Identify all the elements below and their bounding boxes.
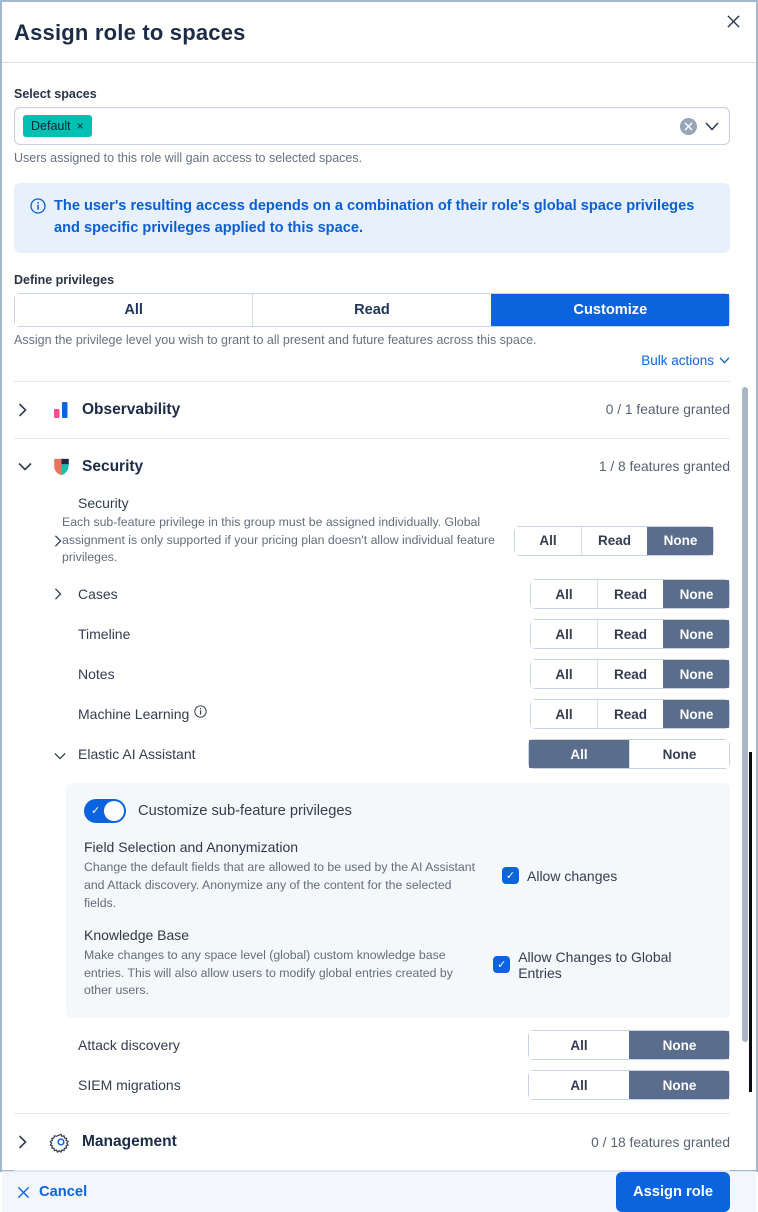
feature-label: Elastic AI Assistant	[78, 746, 196, 763]
subfeature-knowledge-base	[84, 927, 714, 1000]
ai-assistant-subfeatures-panel	[66, 783, 730, 1018]
modal-header	[2, 2, 756, 63]
feature-description: Each sub-feature privilege in this group must be assigned individually. Global assignment is only supported if your pricing plan doesn't allow individual feature privileges.	[62, 514, 495, 565]
inner-scrollbar[interactable]	[749, 752, 752, 1092]
modal-footer	[2, 1171, 756, 1212]
ml-privilege-group	[530, 699, 730, 729]
chevron-right-icon[interactable]	[18, 403, 42, 417]
none-button[interactable]: None	[629, 740, 729, 768]
notes-privilege-group	[530, 659, 730, 689]
feature-row-timeline	[14, 619, 730, 649]
space-badge-label: Default	[31, 119, 71, 133]
define-privileges-label: Define privileges	[14, 272, 115, 287]
cases-privilege-group	[530, 579, 730, 609]
all-button[interactable]: All	[529, 1031, 629, 1059]
none-button[interactable]: None	[663, 580, 729, 608]
group-title: Observability	[82, 400, 181, 418]
clear-selection-icon[interactable]	[680, 118, 697, 135]
chevron-down-icon[interactable]	[54, 749, 78, 760]
feature-label: Notes	[78, 666, 115, 683]
group-title: Management	[82, 1133, 177, 1151]
bulk-actions-link[interactable]: Bulk actions	[641, 353, 730, 368]
all-button[interactable]: All	[531, 700, 597, 728]
subfeature-description: Change the default fields that are allowed to be used by the AI Assistant and Attack discovery. Anonymize any of the content for the selected fields.	[84, 860, 476, 910]
checkbox-checked-icon[interactable]: ✓	[502, 867, 519, 884]
subfeature-title: Field Selection and Anonymization	[84, 839, 299, 856]
privilege-read-button[interactable]: Read	[252, 294, 490, 326]
read-button[interactable]: Read	[581, 527, 647, 555]
close-icon[interactable]	[722, 10, 744, 32]
privilege-level-button-group	[14, 293, 730, 327]
spaces-help-text: Users assigned to this role will gain access to selected spaces.	[14, 151, 363, 165]
gear-icon	[50, 1131, 72, 1153]
privilege-help-text: Assign the privilege level you wish to grant to all present and future features across this space.	[14, 332, 537, 347]
read-button[interactable]: Read	[597, 620, 663, 648]
read-button[interactable]: Read	[597, 580, 663, 608]
feature-row-security	[14, 514, 730, 567]
group-counter: 1 / 8 features granted	[598, 459, 730, 475]
none-button[interactable]: None	[663, 700, 729, 728]
feature-label: Cases	[78, 586, 118, 603]
chevron-down-icon[interactable]	[705, 122, 719, 131]
group-title: Security	[82, 457, 144, 475]
info-icon	[30, 198, 46, 240]
chevron-right-icon[interactable]	[18, 1135, 42, 1149]
feature-label: Attack discovery	[78, 1037, 180, 1054]
none-button[interactable]: None	[663, 660, 729, 688]
all-button[interactable]: All	[531, 580, 597, 608]
info-icon[interactable]	[194, 705, 207, 718]
read-button[interactable]: Read	[597, 660, 663, 688]
feature-row-notes	[14, 659, 730, 689]
customize-subfeatures-toggle-row[interactable]	[84, 799, 714, 823]
select-spaces-label: Select spaces	[14, 87, 97, 101]
toggle-on-icon[interactable]: ✓	[84, 799, 126, 823]
attack-discovery-privilege-group	[528, 1030, 730, 1060]
close-icon	[17, 1186, 30, 1199]
page-title: Assign role to spaces	[14, 20, 246, 45]
allow-global-entries-checkbox[interactable]	[493, 927, 714, 981]
security-logo-icon	[50, 456, 72, 478]
group-counter: 0 / 18 features granted	[591, 1134, 730, 1150]
feature-label: Machine Learning	[78, 706, 190, 723]
accordion-management[interactable]	[14, 1114, 730, 1170]
none-button[interactable]: None	[629, 1071, 729, 1099]
none-button[interactable]: None	[663, 620, 729, 648]
all-button[interactable]: All	[531, 660, 597, 688]
callout-text: The user's resulting access depends on a combination of their role's global space privileges and specific privileges applied to this space.	[54, 198, 695, 236]
scrollbar-thumb[interactable]	[742, 387, 748, 1042]
spaces-combobox[interactable]	[14, 107, 730, 145]
toggle-label: Customize sub-feature privileges	[138, 803, 352, 820]
accordion-security[interactable]	[14, 439, 730, 495]
chevron-right-icon[interactable]	[54, 588, 78, 600]
chevron-down-icon	[719, 357, 730, 364]
feature-label-security: Security	[78, 494, 129, 511]
feature-row-machine-learning	[14, 699, 730, 729]
checkbox-label: Allow Changes to Global Entries	[518, 948, 672, 981]
checkbox-label: Allow changes	[527, 867, 618, 884]
access-info-callout	[14, 183, 730, 253]
ai-assistant-privilege-group	[528, 739, 730, 769]
modal-body	[2, 63, 756, 1171]
feature-row-ai-assistant	[14, 739, 730, 769]
privilege-customize-button[interactable]: Customize	[491, 294, 729, 326]
assign-role-button[interactable]: Assign role	[616, 1172, 730, 1212]
feature-label: Timeline	[78, 626, 131, 643]
all-button[interactable]: All	[515, 527, 581, 555]
subfeature-field-selection	[84, 839, 714, 912]
cancel-button[interactable]: Cancel	[17, 1184, 87, 1200]
none-button[interactable]: None	[647, 527, 713, 555]
chevron-down-icon[interactable]	[18, 462, 42, 471]
remove-space-icon[interactable]: ×	[76, 119, 84, 133]
security-privilege-group	[514, 526, 714, 556]
feature-row-siem-migrations	[14, 1070, 730, 1100]
subfeature-description: Make changes to any space level (global) custom knowledge base entries. This will also allow users to modify global entries created by other users.	[84, 947, 453, 998]
feature-row-attack-discovery	[14, 1030, 730, 1060]
group-counter: 0 / 1 feature granted	[605, 402, 730, 418]
feature-label: SIEM migrations	[78, 1077, 181, 1094]
allow-changes-checkbox[interactable]	[502, 839, 617, 884]
timeline-privilege-group	[530, 619, 730, 649]
all-button[interactable]: All	[529, 740, 629, 768]
feature-row-cases	[14, 579, 730, 609]
observability-logo-icon	[50, 399, 72, 421]
read-button[interactable]: Read	[597, 700, 663, 728]
chevron-right-icon[interactable]	[54, 535, 62, 547]
checkbox-checked-icon[interactable]: ✓	[493, 956, 510, 973]
privilege-all-button[interactable]: All	[15, 294, 252, 326]
subfeature-title: Knowledge Base	[84, 926, 190, 943]
none-button[interactable]: None	[629, 1031, 729, 1059]
all-button[interactable]: All	[531, 620, 597, 648]
siem-migrations-privilege-group	[528, 1070, 730, 1100]
space-badge-default[interactable]	[23, 115, 92, 137]
accordion-observability[interactable]	[14, 382, 730, 438]
divider	[14, 1170, 730, 1171]
all-button[interactable]: All	[529, 1071, 629, 1099]
